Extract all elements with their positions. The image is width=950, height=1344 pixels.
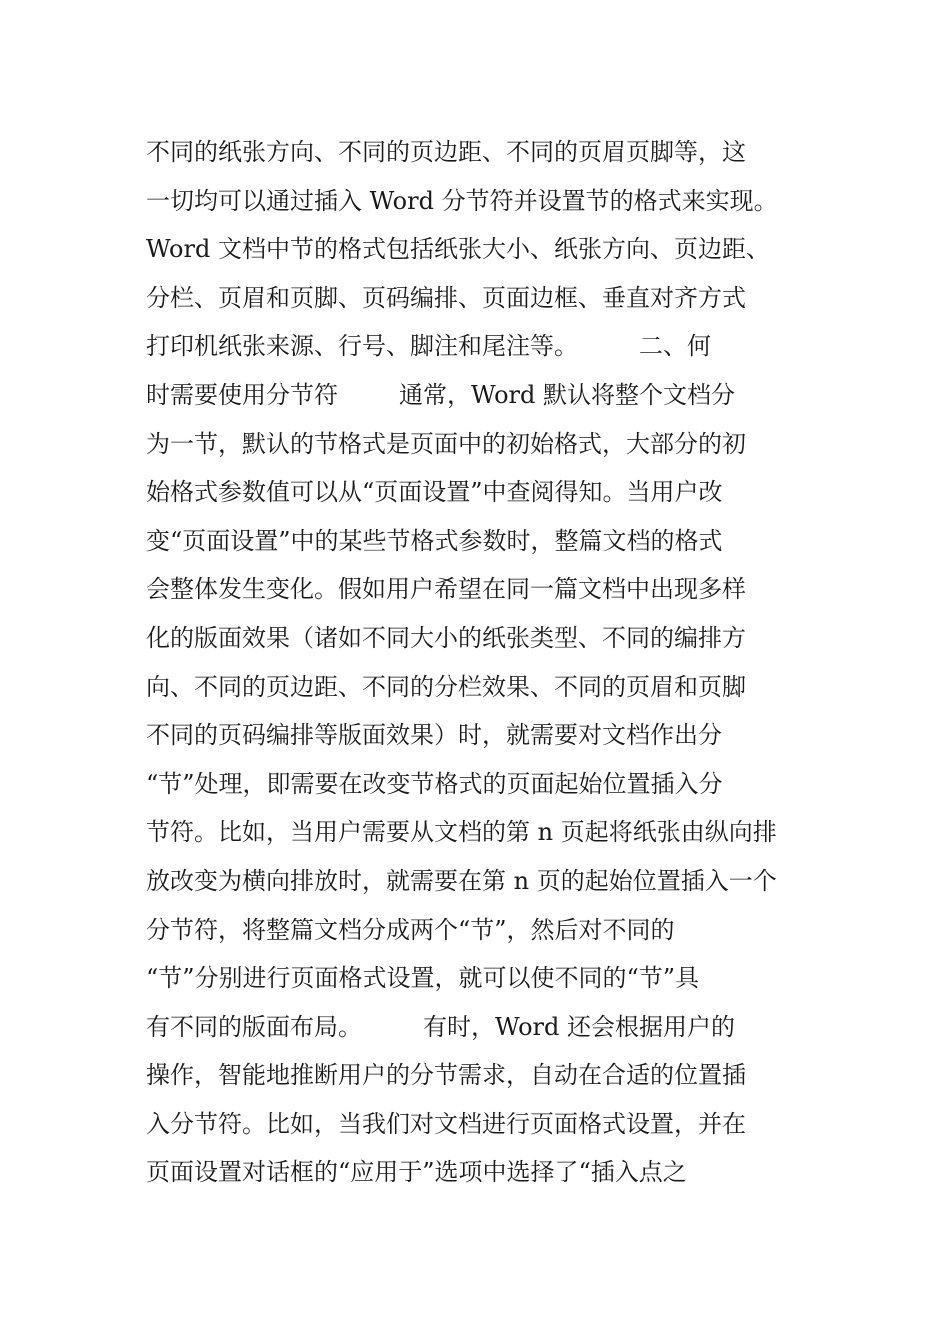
text-line: 为一节，默认的节格式是页面中的初始格式，大部分的初	[146, 429, 746, 458]
text-line: 不同的页码编排等版面效果）时，就需要对文档作出分	[146, 721, 722, 750]
text-line: 打印机纸张来源、行号、脚注和尾注等。 二、何	[146, 332, 712, 361]
text-line: “节”分别进行页面格式设置，就可以使不同的“节”具	[146, 964, 700, 993]
text-line: 始格式参数值可以从“页面设置”中查阅得知。当用户改	[146, 478, 723, 507]
text-line: 节符。比如，当用户需要从文档的第 n 页起将纸张由纵向排	[146, 818, 777, 847]
text-line: 会整体发生变化。假如用户希望在同一篇文档中出现多样	[146, 575, 746, 604]
text-line: 不同的纸张方向、不同的页边距、不同的页眉页脚等，这	[146, 138, 746, 166]
text-line: 页面设置对话框的“应用于”选项中选择了“插入点之	[146, 1158, 687, 1187]
text-line: 有不同的版面布局。 有时，Word 还会根据用户的	[146, 1012, 735, 1041]
text-line: 一切均可以通过插入 Word 分节符并设置节的格式来实现。	[146, 186, 778, 215]
text-line: 操作，智能地推断用户的分节需求，自动在合适的位置插	[146, 1061, 746, 1090]
text-line: “节”处理，即需要在改变节格式的页面起始位置插入分	[146, 769, 723, 798]
text-line: 向、不同的页边距、不同的分栏效果、不同的页眉和页脚	[146, 672, 746, 701]
text-line: 放改变为横向排放时，就需要在第 n 页的起始位置插入一个	[146, 866, 777, 895]
text-line: 入分节符。比如，当我们对文档进行页面格式设置，并在	[146, 1109, 746, 1138]
text-line: Word 文档中节的格式包括纸张大小、纸张方向、页边距、	[146, 235, 770, 264]
body-text	[146, 128, 806, 1197]
text-line: 分节符，将整篇文档分成两个“节”，然后对不同的	[146, 915, 675, 944]
text-line: 分栏、页眉和页脚、页码编排、页面边框、垂直对齐方式	[146, 283, 746, 312]
text-line: 时需要使用分节符 通常，Word 默认将整个文档分	[146, 380, 735, 409]
text-line: 化的版面效果（诸如不同大小的纸张类型、不同的编排方	[146, 623, 746, 652]
text-line: 变“页面设置”中的某些节格式参数时，整篇文档的格式	[146, 526, 723, 555]
